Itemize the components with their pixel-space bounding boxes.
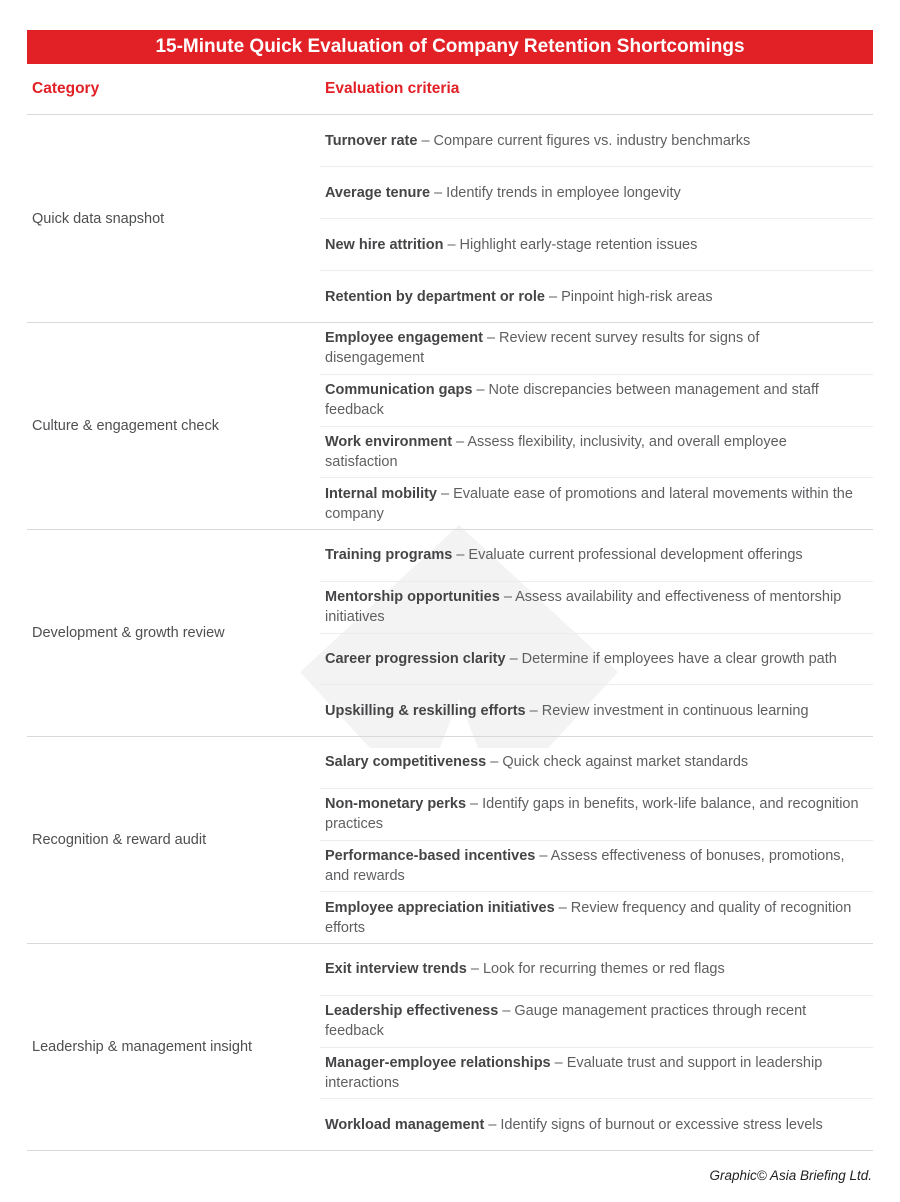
column-header-category: Category bbox=[32, 80, 100, 97]
criteria-list bbox=[320, 530, 873, 736]
criteria-text bbox=[325, 752, 748, 772]
criteria-desc: – Identify trends in employee longevity bbox=[434, 184, 681, 201]
criteria-term: Mentorship opportunities bbox=[325, 589, 500, 606]
criteria-term: Internal mobility bbox=[325, 485, 437, 502]
criteria-term: Employee appreciation initiatives bbox=[325, 899, 555, 916]
criteria-term: Work environment bbox=[325, 433, 453, 450]
criteria-item bbox=[320, 115, 873, 167]
criteria-item bbox=[320, 685, 873, 736]
criteria-text bbox=[325, 380, 861, 420]
criteria-text bbox=[325, 1001, 861, 1041]
criteria-list bbox=[320, 115, 873, 322]
criteria-text bbox=[325, 328, 861, 368]
criteria-text bbox=[325, 587, 861, 627]
criteria-list bbox=[320, 737, 873, 943]
criteria-text bbox=[325, 794, 861, 834]
section-quick-data-snapshot bbox=[27, 115, 873, 322]
criteria-item bbox=[320, 1048, 873, 1100]
criteria-desc: – Assess flexibility, inclusivity, and overall employee satisfaction bbox=[325, 433, 787, 470]
criteria-desc: – Pinpoint high-risk areas bbox=[548, 288, 713, 305]
section-development-growth-review bbox=[27, 529, 873, 736]
category-label: Quick data snapshot bbox=[32, 210, 165, 227]
criteria-term: Exit interview trends bbox=[325, 961, 467, 978]
criteria-item bbox=[320, 323, 873, 375]
criteria-desc: – Identify gaps in benefits, work-life balance, and recognition practices bbox=[325, 796, 859, 833]
title-banner bbox=[27, 30, 873, 64]
criteria-desc: – Highlight early-stage retention issues bbox=[447, 236, 698, 253]
criteria-term: Workload management bbox=[325, 1116, 485, 1133]
criteria-item bbox=[320, 219, 873, 271]
category-label: Recognition & reward audit bbox=[32, 832, 207, 848]
criteria-desc: – Assess effectiveness of bonuses, promotions, and rewards bbox=[325, 847, 845, 884]
criteria-text bbox=[325, 131, 750, 151]
criteria-desc: – Review recent survey results for signs of disengagement bbox=[325, 330, 760, 367]
criteria-text bbox=[325, 701, 809, 721]
criteria-term: Turnover rate bbox=[325, 132, 418, 149]
category-label: Leadership & management insight bbox=[32, 1039, 253, 1055]
criteria-term: Performance-based incentives bbox=[325, 847, 536, 864]
criteria-list bbox=[320, 944, 873, 1150]
page-title: 15-Minute Quick Evaluation of Company Retention Shortcomings bbox=[155, 36, 745, 57]
credit-text: Graphic© Asia Briefing Ltd. bbox=[709, 1168, 872, 1183]
criteria-desc: – Review investment in continuous learning bbox=[529, 702, 809, 719]
criteria-term: Leadership effectiveness bbox=[325, 1003, 499, 1020]
criteria-text bbox=[325, 183, 681, 203]
criteria-term: Average tenure bbox=[325, 184, 431, 201]
criteria-term: Training programs bbox=[325, 547, 453, 564]
criteria-item bbox=[320, 892, 873, 943]
criteria-item bbox=[320, 427, 873, 479]
criteria-desc: – Compare current figures vs. industry benchmarks bbox=[421, 132, 751, 149]
criteria-term: Retention by department or role bbox=[325, 288, 545, 305]
criteria-item bbox=[320, 996, 873, 1048]
category-label: Development & growth review bbox=[32, 625, 225, 641]
criteria-text bbox=[325, 432, 861, 472]
content-area bbox=[27, 30, 873, 1183]
criteria-item bbox=[320, 1099, 873, 1150]
criteria-list bbox=[320, 323, 873, 529]
criteria-desc: – Evaluate trust and support in leadership interactions bbox=[325, 1054, 823, 1091]
criteria-text bbox=[325, 545, 803, 565]
criteria-term: Career progression clarity bbox=[325, 650, 506, 667]
criteria-desc: – Note discrepancies between management and staff feedback bbox=[325, 382, 819, 419]
criteria-desc: – Evaluate ease of promotions and lateral movements within the company bbox=[325, 485, 853, 522]
criteria-desc: – Assess availability and effectiveness of mentorship initiatives bbox=[325, 589, 842, 626]
criteria-desc: – Determine if employees have a clear growth path bbox=[509, 650, 837, 667]
criteria-item bbox=[320, 841, 873, 893]
criteria-text bbox=[325, 959, 725, 979]
criteria-term: Communication gaps bbox=[325, 382, 473, 399]
section-leadership-management-insight bbox=[27, 943, 873, 1150]
criteria-desc: – Gauge management practices through recent feedback bbox=[325, 1003, 807, 1040]
evaluation-table bbox=[27, 115, 873, 1151]
criteria-text bbox=[325, 484, 861, 524]
criteria-desc: – Review frequency and quality of recognition efforts bbox=[325, 899, 852, 936]
column-header-criteria: Evaluation criteria bbox=[325, 80, 460, 97]
category-label: Culture & engagement check bbox=[32, 418, 219, 434]
column-header-row bbox=[27, 64, 873, 115]
criteria-desc: – Identify signs of burnout or excessive stress levels bbox=[488, 1116, 823, 1133]
criteria-text bbox=[325, 235, 697, 255]
criteria-item bbox=[320, 530, 873, 582]
criteria-term: Salary competitiveness bbox=[325, 754, 487, 771]
criteria-text bbox=[325, 1053, 861, 1093]
criteria-item bbox=[320, 944, 873, 996]
criteria-term: Upskilling & reskilling efforts bbox=[325, 702, 526, 719]
criteria-text bbox=[325, 898, 861, 938]
criteria-desc: – Quick check against market standards bbox=[490, 754, 749, 771]
criteria-item bbox=[320, 271, 873, 322]
criteria-text bbox=[325, 649, 837, 669]
criteria-item bbox=[320, 737, 873, 789]
section-culture-engagement-check bbox=[27, 322, 873, 529]
section-recognition-reward-audit bbox=[27, 736, 873, 943]
criteria-term: Non-monetary perks bbox=[325, 796, 467, 813]
criteria-item bbox=[320, 167, 873, 219]
criteria-item bbox=[320, 582, 873, 634]
criteria-text bbox=[325, 287, 713, 307]
criteria-term: Manager-employee relationships bbox=[325, 1054, 551, 1071]
criteria-text bbox=[325, 1115, 823, 1135]
criteria-item bbox=[320, 375, 873, 427]
criteria-term: Employee engagement bbox=[325, 330, 483, 347]
criteria-desc: – Evaluate current professional development offerings bbox=[456, 547, 803, 564]
criteria-item bbox=[320, 478, 873, 529]
criteria-item bbox=[320, 789, 873, 841]
criteria-desc: – Look for recurring themes or red flags bbox=[470, 961, 725, 978]
criteria-term: New hire attrition bbox=[325, 236, 444, 253]
criteria-item bbox=[320, 634, 873, 686]
criteria-text bbox=[325, 846, 861, 886]
